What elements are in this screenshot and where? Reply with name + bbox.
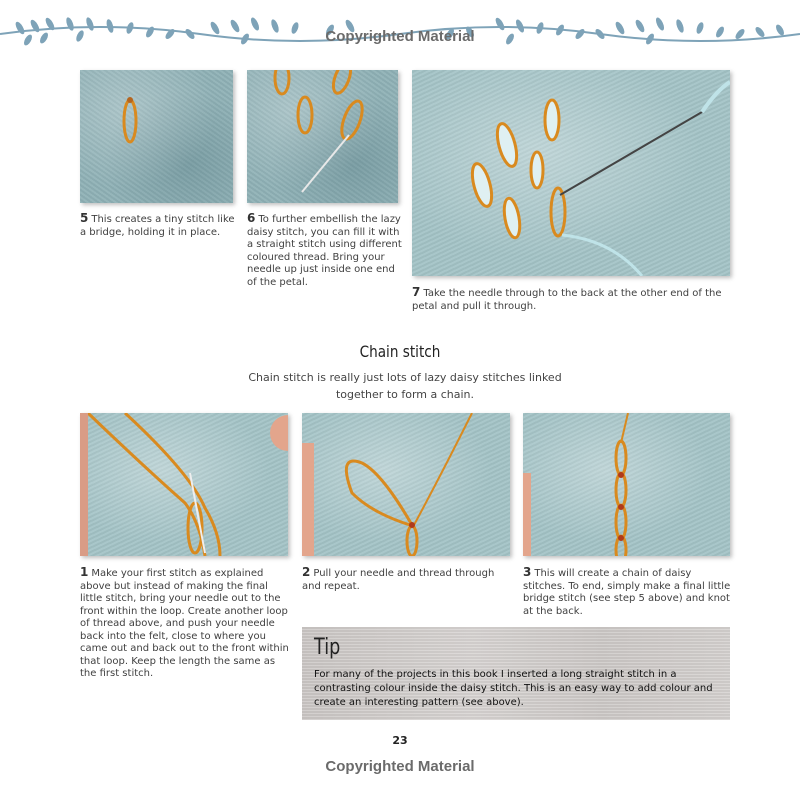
photo-chain-step-2	[302, 413, 510, 556]
step-number: 1	[80, 565, 89, 579]
section-title: Chain stitch	[359, 342, 441, 361]
caption-step-6: 6 To further embellish the lazy daisy stitch, you can fill it with a straight stitch using different coloured thread. Bring your needle up just inside one end of the petal.	[247, 211, 402, 288]
step-number: 3	[523, 565, 532, 579]
photo-step-6	[247, 70, 398, 203]
caption-step-7: 7 Take the needle through to the back at the other end of the petal and pull it through.	[412, 285, 722, 312]
caption-chain-step-3: 3 This will create a chain of daisy stitches. To end, simply make a final little bridge stitch (see step 5 above) and knot at the back.	[523, 565, 731, 617]
copyright-watermark-bottom: Copyrighted Material	[325, 758, 475, 775]
caption-chain-step-2: 2 Pull your needle and thread through and repeat.	[302, 565, 495, 592]
step-number: 2	[302, 565, 311, 579]
photo-chain-step-1	[80, 413, 288, 556]
photo-step-7	[412, 70, 730, 276]
photo-chain-step-3	[523, 413, 730, 556]
tip-box	[302, 627, 730, 720]
tip-body: For many of the projects in this book I inserted a long straight stitch in a contrasting colour inside the daisy stitch. This is an easy way to add colour and create an interesting pattern (see above).	[314, 669, 713, 708]
copyright-watermark-top: Copyrighted Material	[325, 28, 475, 45]
caption-chain-step-1: 1 Make your first stitch as explained above but instead of making the final little stitch, bring your needle out to the front within the loop. Create another loop of thread above, and push your needle back into the felt, close to where you came out and back out to the front within that loop. Keep the length the same as the first stitch.	[80, 565, 289, 679]
section-intro: Chain stitch is really just lots of lazy daisy stitches linked together to form a chain.	[248, 371, 562, 401]
photo-step-5	[80, 70, 233, 203]
caption-step-5: 5 This creates a tiny stitch like a bridge, holding it in place.	[80, 211, 235, 238]
step-number: 5	[80, 211, 89, 225]
step-number: 6	[247, 211, 256, 225]
page-number: 23	[392, 734, 408, 747]
step-number: 7	[412, 285, 421, 299]
tip-title: Tip	[314, 635, 341, 660]
